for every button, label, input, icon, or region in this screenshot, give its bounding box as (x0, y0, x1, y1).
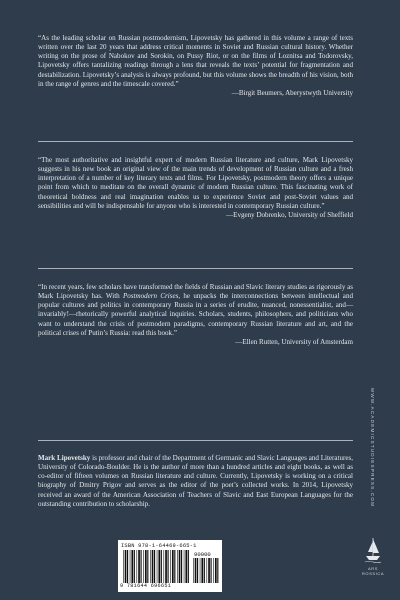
barcode-bar (125, 550, 127, 583)
author-name: Mark Lipovetsky (38, 454, 91, 462)
barcode-bar (174, 550, 175, 583)
barcode-bar (197, 558, 198, 583)
barcode-bar (157, 550, 158, 583)
barcode-bar (147, 550, 148, 583)
quote-attribution: —Ellen Rutten, University of Amsterdam (235, 337, 353, 346)
barcode-bar (207, 558, 208, 583)
divider-line (38, 141, 353, 142)
barcode-digits: 9 781644 696651 (120, 583, 172, 589)
barcode-bar (138, 550, 140, 583)
barcode-bar (123, 550, 124, 583)
barcode-bar (215, 558, 217, 583)
divider-line (38, 440, 353, 441)
barcode-bar (137, 550, 138, 583)
barcode-bar (181, 550, 182, 583)
barcode-bar (134, 550, 135, 583)
barcode-bar (177, 550, 178, 583)
barcode-bar (127, 550, 128, 583)
barcode-bar (161, 550, 162, 583)
endorsement-quote-3 (38, 283, 353, 347)
barcode-bar (204, 558, 205, 583)
quote-attribution: —Birgit Beumers, Aberystwyth University (231, 88, 353, 97)
barcode-bar (217, 558, 218, 583)
barcode-bar (172, 550, 174, 583)
barcode-bar (213, 558, 214, 583)
barcode-bar (208, 558, 210, 583)
barcode-bar (195, 558, 197, 583)
barcode-bar (154, 550, 155, 583)
quote-text: “The most authoritative and insightful expert of modern Russian literature and culture, Mark Lipovetsky suggests in his new book an original view of the main trends of development of Russian culture and a fresh interpretation of a number of key literary texts and films. For Lipovetsky, postmodern theory offers a unique point from which to meditate on the overall dynamic of modern Russian culture. This fascinating work of theoretical boldness and real imagination enables us to experience Soviet and post-Soviet values and sensibilities and will be indispensable for anyone who is interested in contemporary Russian culture.” (38, 156, 353, 210)
barcode-bar (158, 550, 160, 583)
bio-text: is professor and chair of the Department of Germanic and Slavic Languages and Literatures, University of Colorado-Boulder. He is the author of more than a hundred articles and eight books, as well as co-editor of fifteen volumes on Russian literature and culture. Currently, Lipovetsky is working on a critical biography of Dmitry Prigov and serves as the editor of the poet’s collected works. In 2014, Lipovetsky received an award of the American Association of Teachers of Slavic and East European Languages for the outstanding contribution to scholarship. (38, 454, 353, 508)
barcode-bar (152, 550, 154, 583)
barcode-bar (141, 550, 142, 583)
barcode-bar (145, 550, 147, 583)
barcode-bar (201, 558, 203, 583)
barcode-addon-bars (193, 558, 219, 583)
barcode-bar (211, 558, 212, 583)
barcode-main-bars (123, 550, 191, 583)
barcode-bar (164, 550, 165, 583)
barcode-bar (185, 550, 187, 583)
barcode-bar (200, 558, 201, 583)
book-title: Postmodern Crises (122, 292, 179, 301)
publisher-logo-label: ARS ROSSICA (361, 566, 385, 576)
price-code: 90000 (194, 551, 211, 558)
barcode-bar (165, 550, 167, 583)
barcode-bar (184, 550, 185, 583)
barcode-bar (130, 550, 131, 583)
isbn-number: ISBN 978-1-64469-665-1 (121, 543, 197, 549)
barcode-bar (193, 558, 194, 583)
endorsement-quote-2 (38, 156, 353, 220)
quote-text: “As the leading scholar on Russian postmodernism, Lipovetsky has gathered in this volume a range of texts written over the last 20 years that address critical moments in Soviet and Russian cultural history. Whether writing on the prose of Nabokov and Sorokin, on Pussy Riot, or on the films of Loznitsa and Todorovsky, Lipovetsky offers tantalizing readings through a lens that reveals the texts’ potential for fragmentation and destabilization. Lipovetsky’s analysis is always profound, but this volume shows the breadth of his vision, both in the range of genres and the timescale covered.” (38, 34, 353, 88)
barcode-bar (188, 550, 189, 583)
barcode-bar (131, 550, 133, 583)
barcode-bar (143, 550, 144, 583)
barcode-bar (168, 550, 169, 583)
publisher-website: WWW.ACADEMICSTUDIESPRESS.COM (370, 387, 376, 507)
quote-text: “In recent years, few scholars have transformed the fields of Russian and Slavic literary studies as rigorously as Mark Lipovetsky has. With Postmodern Crises, he unpacks the interconnections between intellectual and popular cultures and politics in contemporary Russia in a series of erudite, nuanced, nonessentialist, and—invariably!—rhetorically powerful analytical inquiries. Scholars, students, philosophers, and politicians who want to understand the crisis of postmodern paradigms, contemporary Russian literature and art, and the political crises of Putin’s Russia: read this book.” (38, 283, 353, 337)
author-bio (38, 454, 353, 509)
ship-icon (363, 535, 383, 565)
endorsement-quote-1 (38, 34, 353, 98)
barcode-bar (170, 550, 171, 583)
divider-line (38, 268, 353, 269)
barcode-bar (179, 550, 181, 583)
quote-attribution: —Evgeny Dobrenko, University of Sheffield (226, 210, 353, 219)
barcode-bar (150, 550, 151, 583)
